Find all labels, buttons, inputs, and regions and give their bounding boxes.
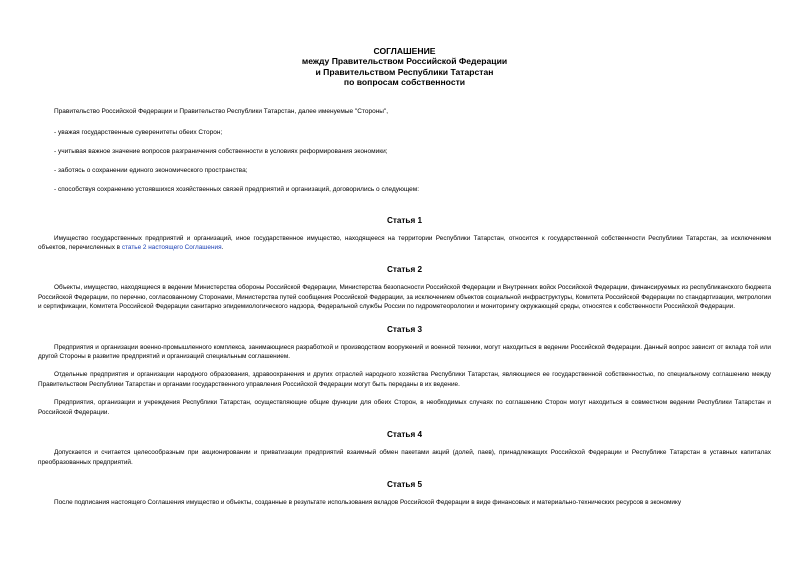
article-paragraph: Объекты, имущество, находящиеся в ведении Министерства обороны Российской Федерации, Министерства безопасности Российской Федерации и Внутренних войск Российской Федерации, финансируемых из республиканского бюджета Российской Федерации, по перечню, согласованному Сторонами, Министерства путей сообщения Российской Федерации, за исключением объектов социальной инфраструктуры, Комитета Российской Федерации по стандартизации, метрологии и сертификации, Комитета Российской Федерации санитарно эпидемиологического надзора, Федеральной службы России по гидрометеорологии и мониторингу окружающей среды, относятся к собственности Российской Федерации. [38,284,771,311]
article-heading: Статья 3 [386,324,423,334]
article-paragraph: После подписания настоящего Соглашения имущество и объекты, созданные в результате использования вкладов Российской Федерации в виде финансовых и материально-технических ресурсов в экономику [54,498,682,506]
article-paragraph: Предприятия и организации военно-промышленного комплекса, занимающиеся разработкой и производством вооружений и военной техники, могут находиться в ведении Российской Федерации. Данный вопрос зависит от вклада той или другой Стороны в развитие предприятий и организаций специальным соглашением. [38,343,771,361]
preamble-lead: Правительство Российской Федерации и Правительство Республики Татарстан, далее именуемые "Стороны", [54,107,389,115]
article-heading: Статья 4 [386,430,423,440]
article-paragraph: Отдельные предприятия и организации народного образования, здравоохранения и других отраслей народного хозяйства Республики Татарстан, являющиеся ее государственной собственностью, по специальному соглашению между Правительством Республики Татарстан и органами государственного управления Российской Федерации могут быть переданы в их ведение. [38,371,771,388]
article-paragraph: Предприятия, организации и учреждения Республики Татарстан, осуществляющие общие функции для обеих Сторон, в необходимых случаях по соглашению Сторон могут находиться в совместном ведении Республики Татарстан и Российской Федерации. [38,399,771,416]
article-4 [38,430,771,467]
preamble-item: - учитывая важное значение вопросов разграничения собственности в условиях реформирования экономики; [54,147,388,155]
paragraph-text: . [221,244,224,252]
article-heading: Статья 1 [386,215,423,225]
preamble [38,108,771,194]
article-paragraph: Допускается и считается целесообразным при акционировании и приватизации предприятий взаимный обмен пакетами акций (долей, паев), принадлежащих Российской Федерации и Республике Татарстан в уставных капиталах преобразованных предприятий. [38,449,771,466]
article-heading: Статья 2 [386,265,423,275]
preamble-item: - уважая государственные суверенитеты обеих Сторон; [54,128,223,136]
article-paragraph [38,234,771,253]
paragraph-text: Имущество государственных предприятий и организаций, иное государственное имущество, находящееся на территории Республики Татарстан, относится к государственной собственности Республики Татарстан, за исключением объектов, перечисленных в [38,234,771,252]
article-2 [38,265,771,311]
article-2-link[interactable]: статье 2 настоящего Соглашения [121,244,222,252]
title-line: СОГЛАШЕНИЕ [373,46,436,56]
title-line: и Правительством Республики Татарстан [315,66,494,77]
title-line: между Правительством Российской Федерации [301,56,508,67]
title-line: по вопросам собственности [343,77,466,88]
article-heading: Статья 5 [386,479,423,489]
article-3 [38,325,771,417]
preamble-item: - способствуя сохранению устоявшихся хозяйственных связей предприятий и организаций, договорились о следующем: [54,185,420,193]
document-title [38,46,771,88]
article-5 [38,480,771,507]
preamble-item: - заботясь о сохранении единого экономического пространства; [54,166,248,174]
article-1 [38,216,771,253]
